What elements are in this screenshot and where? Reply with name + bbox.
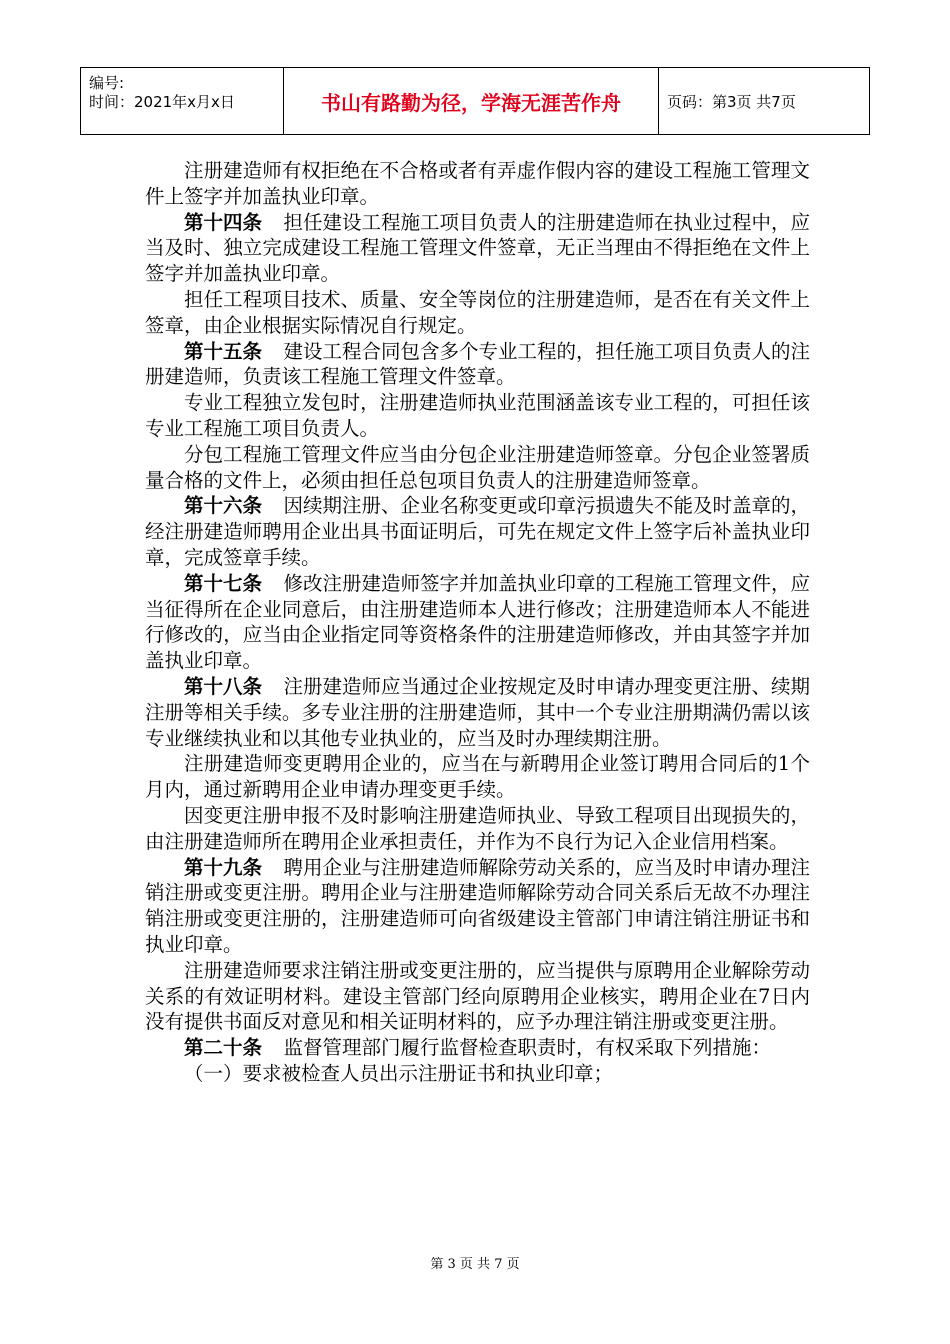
paragraph-text: 注册建造师要求注销注册或变更注册的，应当提供与原聘用企业解除劳动关系的有效证明材料。建设主管部门经向原聘用企业核实，聘用企业在7日内没有提供书面反对意见和相关证明材料的，应予办理注销注册或变更注册。 — [145, 958, 810, 1034]
paragraph — [145, 339, 810, 391]
paragraph-text: 担任建设工程施工项目负责人的注册建造师在执业过程中，应当及时、独立完成建设工程施工管理文件签章，无正当理由不得拒绝在文件上签字并加盖执业印章。 — [145, 210, 810, 286]
paragraph — [145, 210, 810, 287]
document-date: 时间：2021年x月x日 — [89, 93, 235, 111]
paragraph — [145, 1035, 810, 1061]
paragraph-text: 注册建造师变更聘用企业的，应当在与新聘用企业签订聘用合同后的1个月内，通过新聘用企业申请办理变更手续。 — [145, 752, 810, 802]
paragraph-text: 因续期注册、企业名称变更或印章污损遗失不能及时盖章的，经注册建造师聘用企业出具书面证明后，可先在规定文件上签字后补盖执业印章，完成签章手续。 — [145, 494, 810, 569]
paragraph — [145, 855, 810, 958]
article-number: 第十四条 — [184, 210, 263, 234]
article-number: 第十五条 — [184, 339, 263, 363]
article-number: 第十九条 — [184, 855, 263, 879]
paragraph — [145, 1061, 810, 1087]
paragraph — [145, 390, 810, 442]
page-header — [80, 67, 870, 135]
paragraph-text: 因变更注册申报不及时影响注册建造师执业、导致工程项目出现损失的，由注册建造师所在聘用企业承担责任，并作为不良行为记入企业信用档案。 — [145, 803, 810, 853]
paragraph — [145, 571, 810, 674]
paragraph-text: 修改注册建造师签字并加盖执业印章的工程施工管理文件，应当征得所在企业同意后，由注册建造师本人进行修改；注册建造师本人不能进行修改的，应当由企业指定同等资格条件的注册建造师修改，并由其签字并加盖执业印章。 — [145, 571, 810, 673]
paragraph — [145, 751, 810, 803]
article-number: 第十七条 — [184, 571, 263, 595]
paragraph-text: 担任工程项目技术、质量、安全等岗位的注册建造师，是否在有关文件上签章，由企业根据实际情况自行规定。 — [145, 287, 810, 337]
paragraph-text: 分包工程施工管理文件应当由分包企业注册建造师签章。分包企业签署质量合格的文件上，必须由担任总包项目负责人的注册建造师签章。 — [145, 442, 810, 492]
header-motto: 书山有路勤为径，学海无涯苦作舟 — [284, 68, 659, 134]
paragraph — [145, 803, 810, 855]
header-page-info: 页码：第3页 共7页 — [667, 92, 796, 111]
document-body — [145, 158, 810, 1087]
paragraph-text: 注册建造师应当通过企业按规定及时申请办理变更注册、续期注册等相关手续。多专业注册的注册建造师，其中一个专业注册期满仍需以该专业继续执业和以其他专业执业的，应当及时办理续期注册。 — [145, 674, 810, 750]
paragraph-text: 注册建造师有权拒绝在不合格或者有弄虚作假内容的建设工程施工管理文件上签字并加盖执业印章。 — [145, 159, 810, 208]
paragraph-text: 专业工程独立发包时，注册建造师执业范围涵盖该专业工程的，可担任该专业工程施工项目负责人。 — [145, 391, 810, 440]
paragraph — [145, 958, 810, 1035]
paragraph — [145, 442, 810, 494]
paragraph — [145, 674, 810, 751]
page-footer: 第 3 页 共 7 页 — [430, 1257, 520, 1272]
paragraph — [145, 158, 810, 210]
paragraph — [145, 493, 810, 570]
header-meta — [81, 68, 284, 134]
article-number: 第十六条 — [184, 494, 263, 518]
document-number-label: 编号: — [89, 74, 125, 92]
paragraph-text: 聘用企业与注册建造师解除劳动关系的，应当及时申请办理注销注册或变更注册。聘用企业与注册建造师解除劳动合同关系后无故不办理注销注册或变更注册的，注册建造师可向省级建设主管部门申请注销注册证书和执业印章。 — [145, 855, 810, 956]
article-number: 第十八条 — [184, 674, 263, 698]
paragraph — [145, 287, 810, 339]
paragraph-text: 监督管理部门履行监督检查职责时，有权采取下列措施： — [283, 1036, 771, 1060]
paragraph-text: （一）要求被检查人员出示注册证书和执业印章； — [184, 1061, 614, 1085]
paragraph-text: 建设工程合同包含多个专业工程的，担任施工项目负责人的注册建造师，负责该工程施工管理文件签章。 — [145, 339, 810, 389]
article-number: 第二十条 — [184, 1036, 263, 1060]
